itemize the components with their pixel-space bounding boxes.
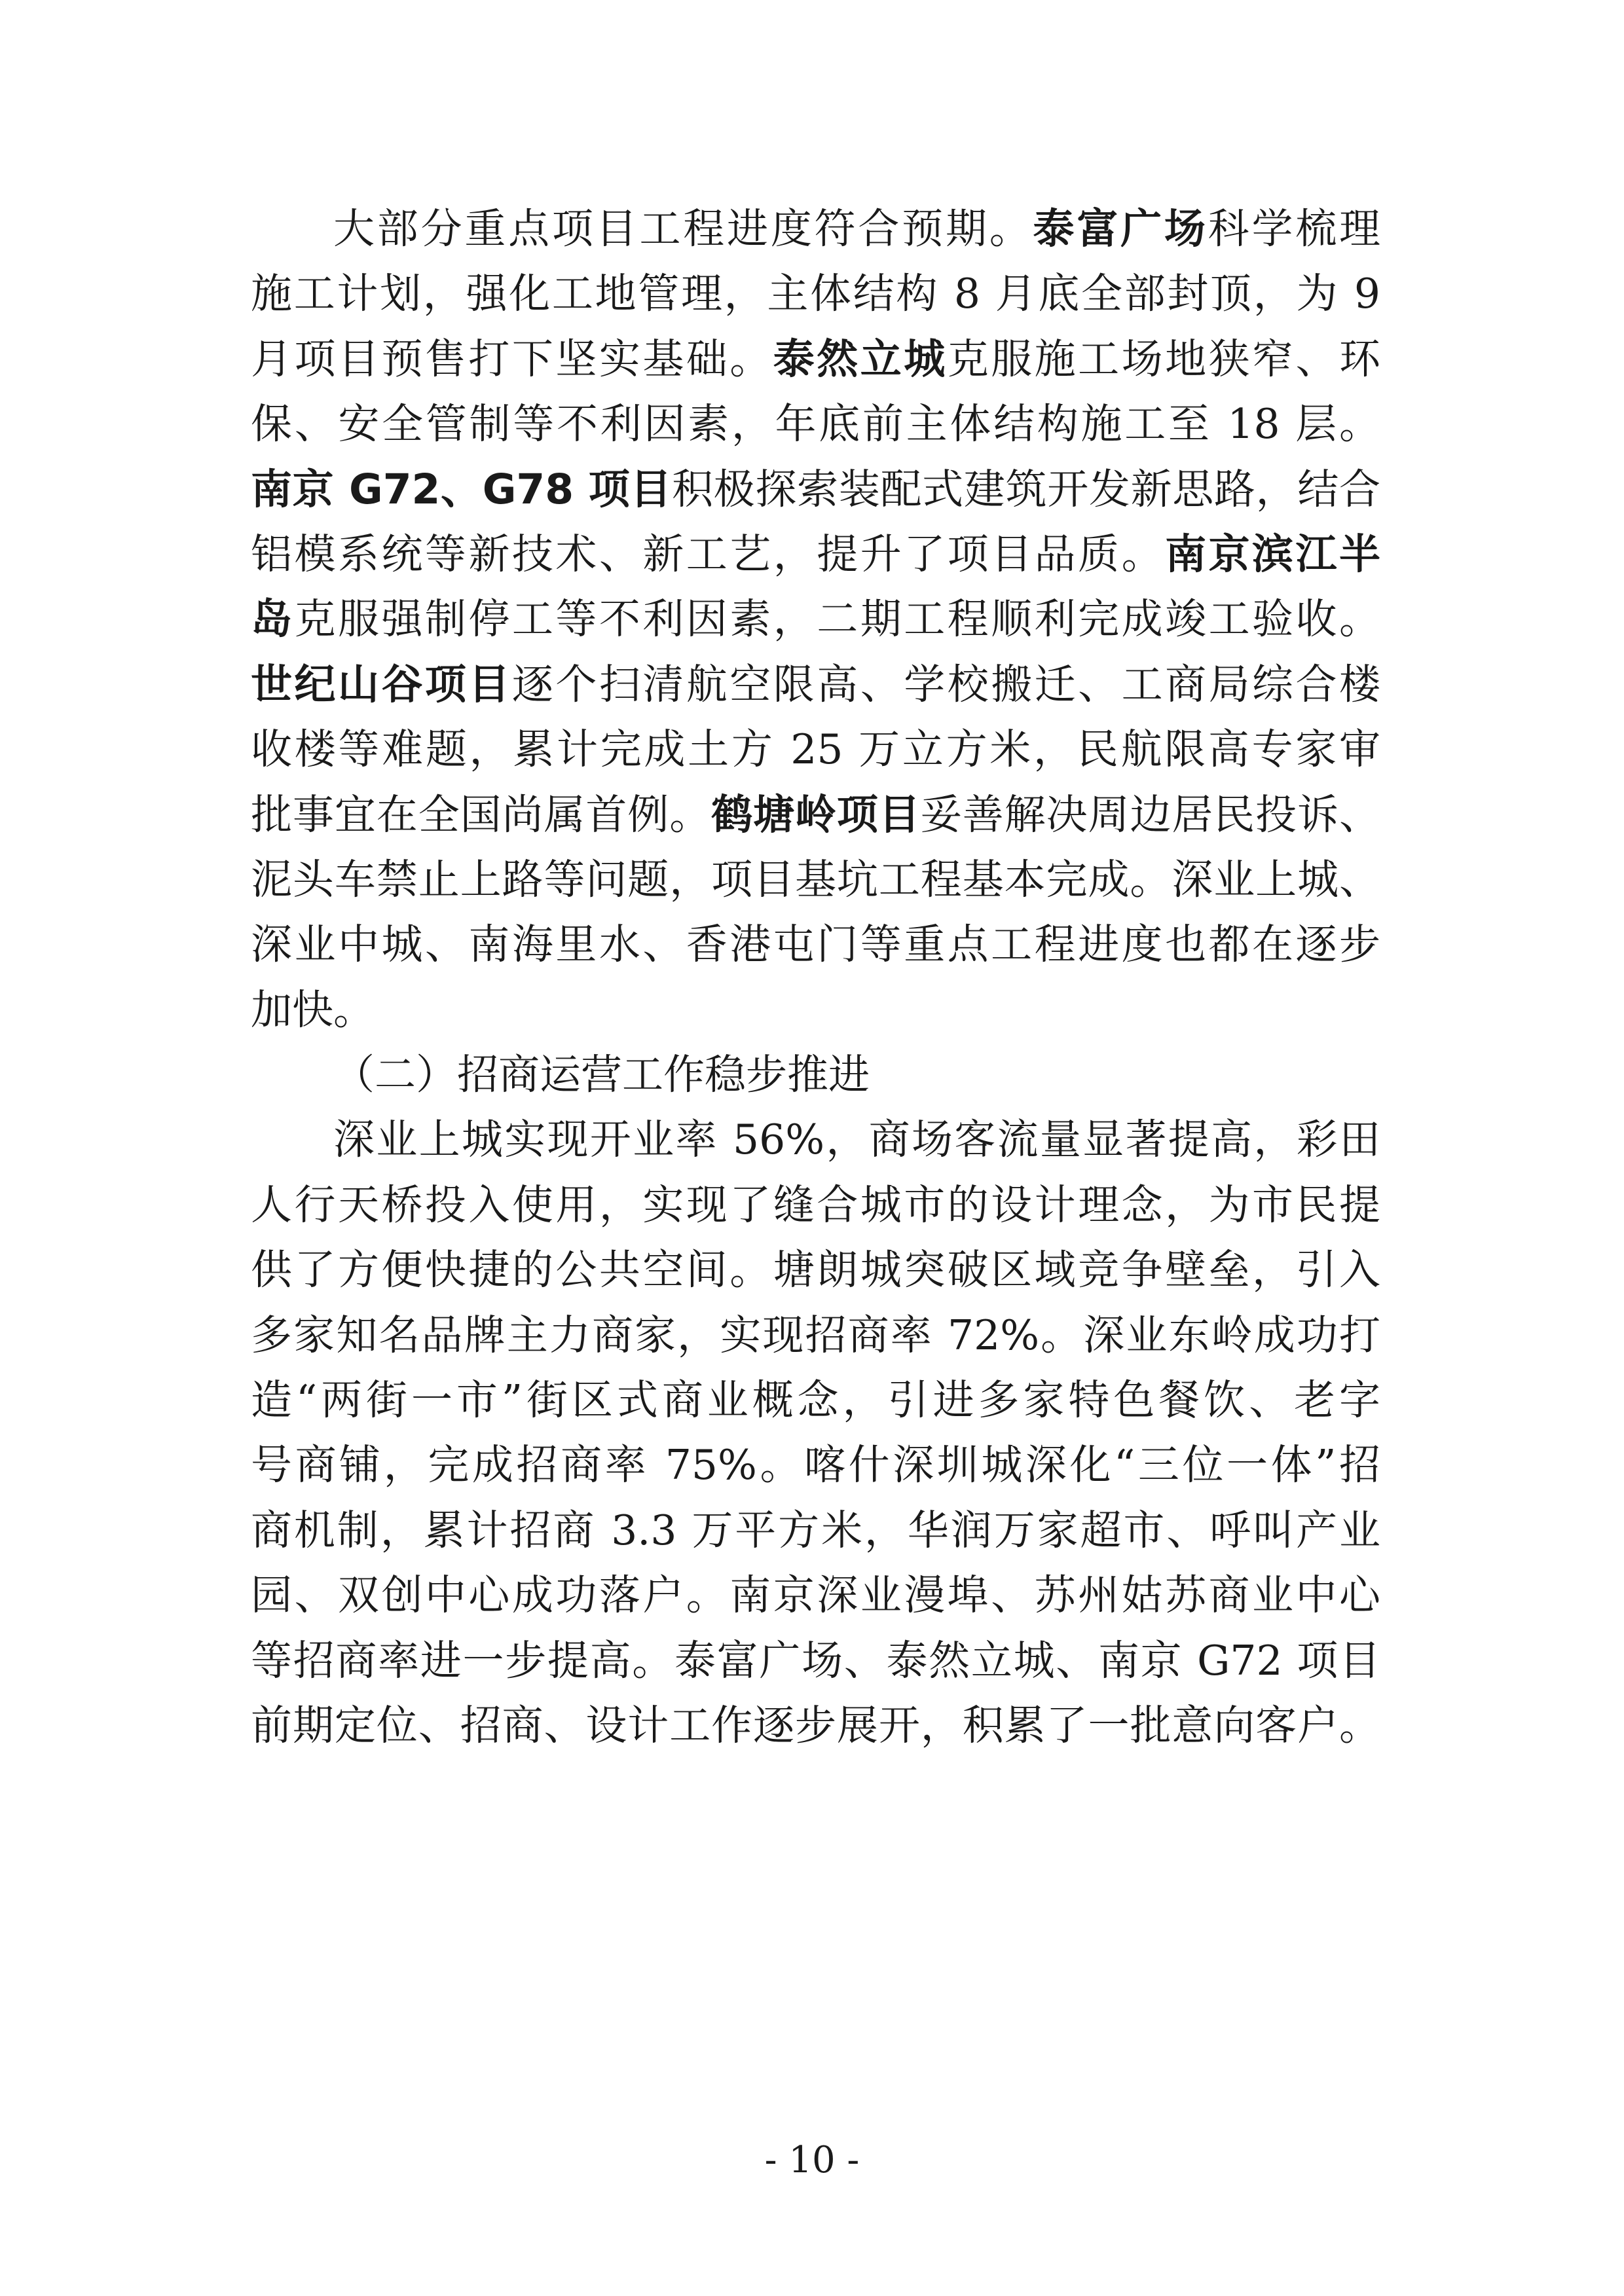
paragraph1-line7: 岛克服强制停工等不利因素，二期工程顺利完成竣工验收。 xyxy=(251,595,1381,644)
paragraph2-line1: 深业上城实现开业率 56%，商场客流量显著提高，彩田 xyxy=(333,1116,1380,1164)
project-name-nanjing-binjiang-part1: 南京滨江半 xyxy=(1165,530,1381,578)
paragraph1-line6: 铝模系统等新技术、新工艺，提升了项目品质。南京滨江半 xyxy=(251,530,1381,578)
paragraph2-line10: 前期定位、招商、设计工作逐步展开，积累了一批意向客户。 xyxy=(251,1701,1380,1749)
paragraph2-line2: 人行天桥投入使用，实现了缝合城市的设计理念，为市民提 xyxy=(251,1180,1380,1229)
paragraph2-line4: 多家知名品牌主力商家，实现招商率 72%。深业东岭成功打 xyxy=(251,1311,1380,1359)
paragraph2-line6: 号商铺，完成招商率 75%。喀什深圳城深化“三位一体”招 xyxy=(251,1441,1380,1489)
body-text xyxy=(251,196,1380,1758)
paragraph1-line8: 世纪山谷项目逐个扫清航空限高、学校搬迁、工商局综合楼 xyxy=(251,660,1381,708)
paragraph1-line4: 保、安全管制等不利因素，年底前主体结构施工至 18 层。 xyxy=(251,400,1380,448)
section-heading: （二）招商运营工作稳步推进 xyxy=(333,1051,870,1099)
paragraph1-line3: 月项目预售打下坚实基础。泰然立城克服施工场地狭窄、环 xyxy=(251,335,1381,383)
project-name-century-valley: 世纪山谷项目 xyxy=(251,660,512,708)
paragraph1-line5: 南京 G72、G78 项目积极探索装配式建筑开发新思路，结合 xyxy=(251,465,1380,513)
project-name-nanjing-binjiang-part2: 岛 xyxy=(251,595,295,644)
paragraph1-line12: 深业中城、南海里水、香港屯门等重点工程进度也都在逐步 xyxy=(251,920,1380,969)
page-number: - 10 - xyxy=(764,2139,860,2181)
paragraph1-line9: 收楼等难题，累计完成土方 25 万立方米，民航限高专家审 xyxy=(251,725,1380,774)
project-name-hetangling: 鹤塘岭项目 xyxy=(711,790,921,839)
project-name-taifu-plaza: 泰富广场 xyxy=(1033,205,1208,253)
paragraph1-line13: 加快。 xyxy=(251,985,375,1034)
paragraph1-line2: 施工计划，强化工地管理，主体结构 8 月底全部封顶，为 9 xyxy=(251,270,1380,318)
paragraph2-line7: 商机制，累计招商 3.3 万平方米，华润万家超市、呼叫产业 xyxy=(251,1506,1380,1554)
paragraph2-line3: 供了方便快捷的公共空间。塘朗城突破区域竞争壁垒，引入 xyxy=(251,1246,1380,1294)
paragraph1-line1: 大部分重点项目工程进度符合预期。泰富广场科学梳理 xyxy=(333,205,1381,253)
paragraph2-line9: 等招商率进一步提高。泰富广场、泰然立城、南京 G72 项目 xyxy=(251,1636,1380,1685)
paragraph1-line10: 批事宜在全国尚属首例。鹤塘岭项目妥善解决周边居民投诉、 xyxy=(251,790,1381,839)
project-name-tairan-licheng: 泰然立城 xyxy=(773,335,948,383)
paragraph2-line8: 园、双创中心成功落户。南京深业漫埠、苏州姑苏商业中心 xyxy=(251,1571,1380,1620)
paragraph2-line5: 造“两街一市”街区式商业概念，引进多家特色餐饮、老字 xyxy=(251,1376,1380,1425)
paragraph1-line11: 泥头车禁止上路等问题，项目基坑工程基本完成。深业上城、 xyxy=(251,855,1380,903)
project-name-nanjing-g72-g78: 南京 G72、G78 项目 xyxy=(251,465,673,513)
